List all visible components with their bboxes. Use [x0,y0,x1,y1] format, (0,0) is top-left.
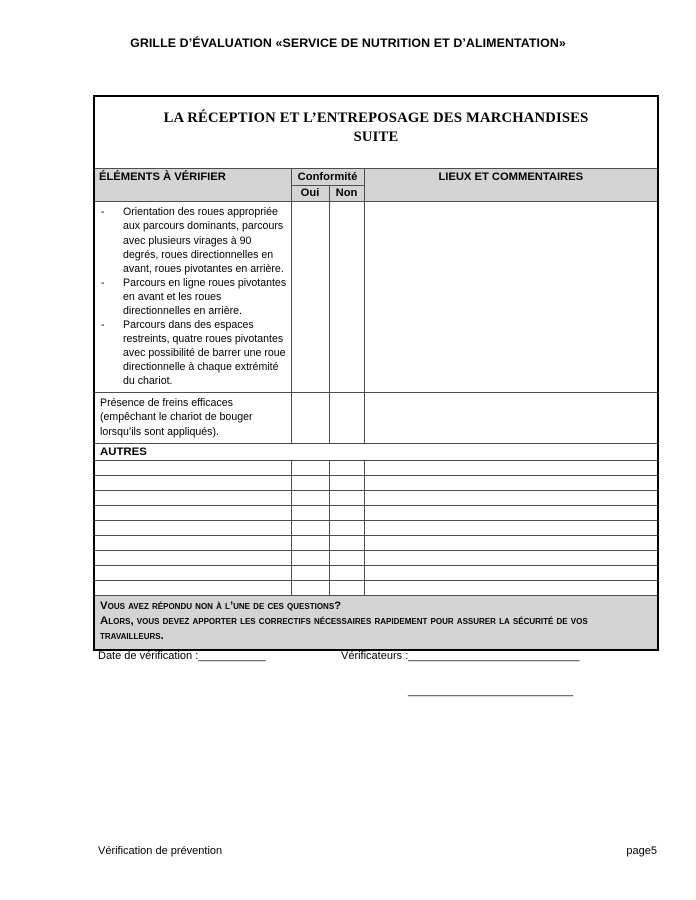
dash-marker: - [101,206,105,219]
comments-cell[interactable] [364,202,658,393]
signature-row [0,650,696,697]
criteria-list [99,205,287,388]
warning-line-1: Vous avez répondu non à l’une de ces questions? [100,599,342,612]
non-checkbox-cell[interactable] [329,580,364,595]
oui-checkbox-cell[interactable] [291,393,329,443]
list-item [99,276,287,318]
oui-checkbox-cell[interactable] [291,475,329,490]
date-verification-field[interactable]: Date de vérification :___________ [98,650,266,662]
non-checkbox-cell[interactable] [329,565,364,580]
warning-row [94,595,658,650]
evaluation-table-body [94,96,658,650]
criteria-cell[interactable] [94,550,291,565]
non-checkbox-cell[interactable] [329,393,364,443]
criteria-cell[interactable] [94,475,291,490]
non-checkbox-cell[interactable] [329,550,364,565]
oui-checkbox-cell[interactable] [291,565,329,580]
header-lieux-commentaires: LIEUX ET COMMENTAIRES [364,169,658,202]
column-header-row [94,169,658,186]
non-checkbox-cell[interactable] [329,505,364,520]
table-row [94,550,658,565]
table-row [94,490,658,505]
list-item [99,318,287,388]
section-title-line-2: SUITE [353,128,399,145]
comments-cell[interactable] [364,505,658,520]
oui-checkbox-cell[interactable] [291,202,329,393]
oui-checkbox-cell[interactable] [291,460,329,475]
comments-cell[interactable] [364,393,658,443]
oui-checkbox-cell[interactable] [291,490,329,505]
criteria-cell[interactable] [94,565,291,580]
evaluation-table [93,95,659,651]
oui-checkbox-cell[interactable] [291,520,329,535]
non-checkbox-cell[interactable] [329,475,364,490]
page-title: GRILLE D’ÉVALUATION «SERVICE DE NUTRITION ET D’ALIMENTATION» [130,36,566,50]
criteria-cell[interactable] [94,490,291,505]
criteria-cell[interactable] [94,460,291,475]
table-row [94,505,658,520]
list-item-label: Orientation des roues appropriée aux parcours dominants, parcours avec plusieurs virages à 90 degrés, roues directionnelles en avant, roues pivotantes en arrière. [123,206,284,275]
autres-row [94,443,658,460]
table-row [94,520,658,535]
criteria-cell[interactable] [94,580,291,595]
page-footer [0,845,696,865]
list-item-label: Parcours dans des espaces restreints, quatre roues pivotantes avec possibilité de barrer une roue directionnelle à chaque extrémité du chariot. [123,318,286,388]
header-elements: ÉLÉMENTS À VÉRIFIER [94,169,291,202]
table-row [94,580,658,595]
section-title-cell [94,96,658,169]
section-title-row [94,96,658,169]
table-row [94,460,658,475]
comments-cell[interactable] [364,565,658,580]
criteria-cell: Présence de freins efficaces (empêchant le chariot de bouger lorsqu’ils sont appliqués). [94,393,291,443]
warning-cell [94,595,658,650]
oui-checkbox-cell[interactable] [291,535,329,550]
oui-checkbox-cell[interactable] [291,505,329,520]
footer-document-label: Vérification de prévention [98,845,223,857]
table-row [94,202,658,393]
signature-area [0,650,696,697]
comments-cell[interactable] [364,580,658,595]
table-row [94,475,658,490]
list-item [99,205,287,275]
table-row [94,565,658,580]
dash-marker: - [101,318,105,331]
comments-cell[interactable] [364,550,658,565]
comments-cell[interactable] [364,535,658,550]
autres-label: AUTRES [94,443,658,460]
criteria-cell[interactable] [94,535,291,550]
warning-line-2: Alors, vous devez apporter les correctifs nécessaires rapidement pour assurer la sécurité de vos travailleurs. [100,614,588,643]
header-oui: Oui [291,186,329,202]
comments-cell[interactable] [364,520,658,535]
verificateurs-field[interactable]: Vérificateurs :____________________________ [341,650,580,662]
evaluation-table-wrapper [93,95,657,651]
comments-cell[interactable] [364,490,658,505]
criteria-cell [94,202,291,393]
non-checkbox-cell[interactable] [329,460,364,475]
footer-page-number: page5 [626,845,657,857]
table-row [94,535,658,550]
non-checkbox-cell[interactable] [329,202,364,393]
table-row [94,393,658,443]
criteria-cell[interactable] [94,520,291,535]
comments-cell[interactable] [364,475,658,490]
comments-cell[interactable] [364,460,658,475]
header-non: Non [329,186,364,202]
non-checkbox-cell[interactable] [329,520,364,535]
list-item-label: Parcours en ligne roues pivotantes en avant et les roues directionnelles en arrière. [123,276,287,317]
non-checkbox-cell[interactable] [329,490,364,505]
verificateurs-field-line-2[interactable]: ___________________________ [408,685,574,697]
non-checkbox-cell[interactable] [329,535,364,550]
section-title-line-1: LA RÉCEPTION ET L’ENTREPOSAGE DES MARCHANDISES [163,110,589,126]
dash-marker: - [101,276,105,289]
oui-checkbox-cell[interactable] [291,580,329,595]
oui-checkbox-cell[interactable] [291,550,329,565]
criteria-cell[interactable] [94,505,291,520]
header-conformite: Conformité [291,169,364,186]
